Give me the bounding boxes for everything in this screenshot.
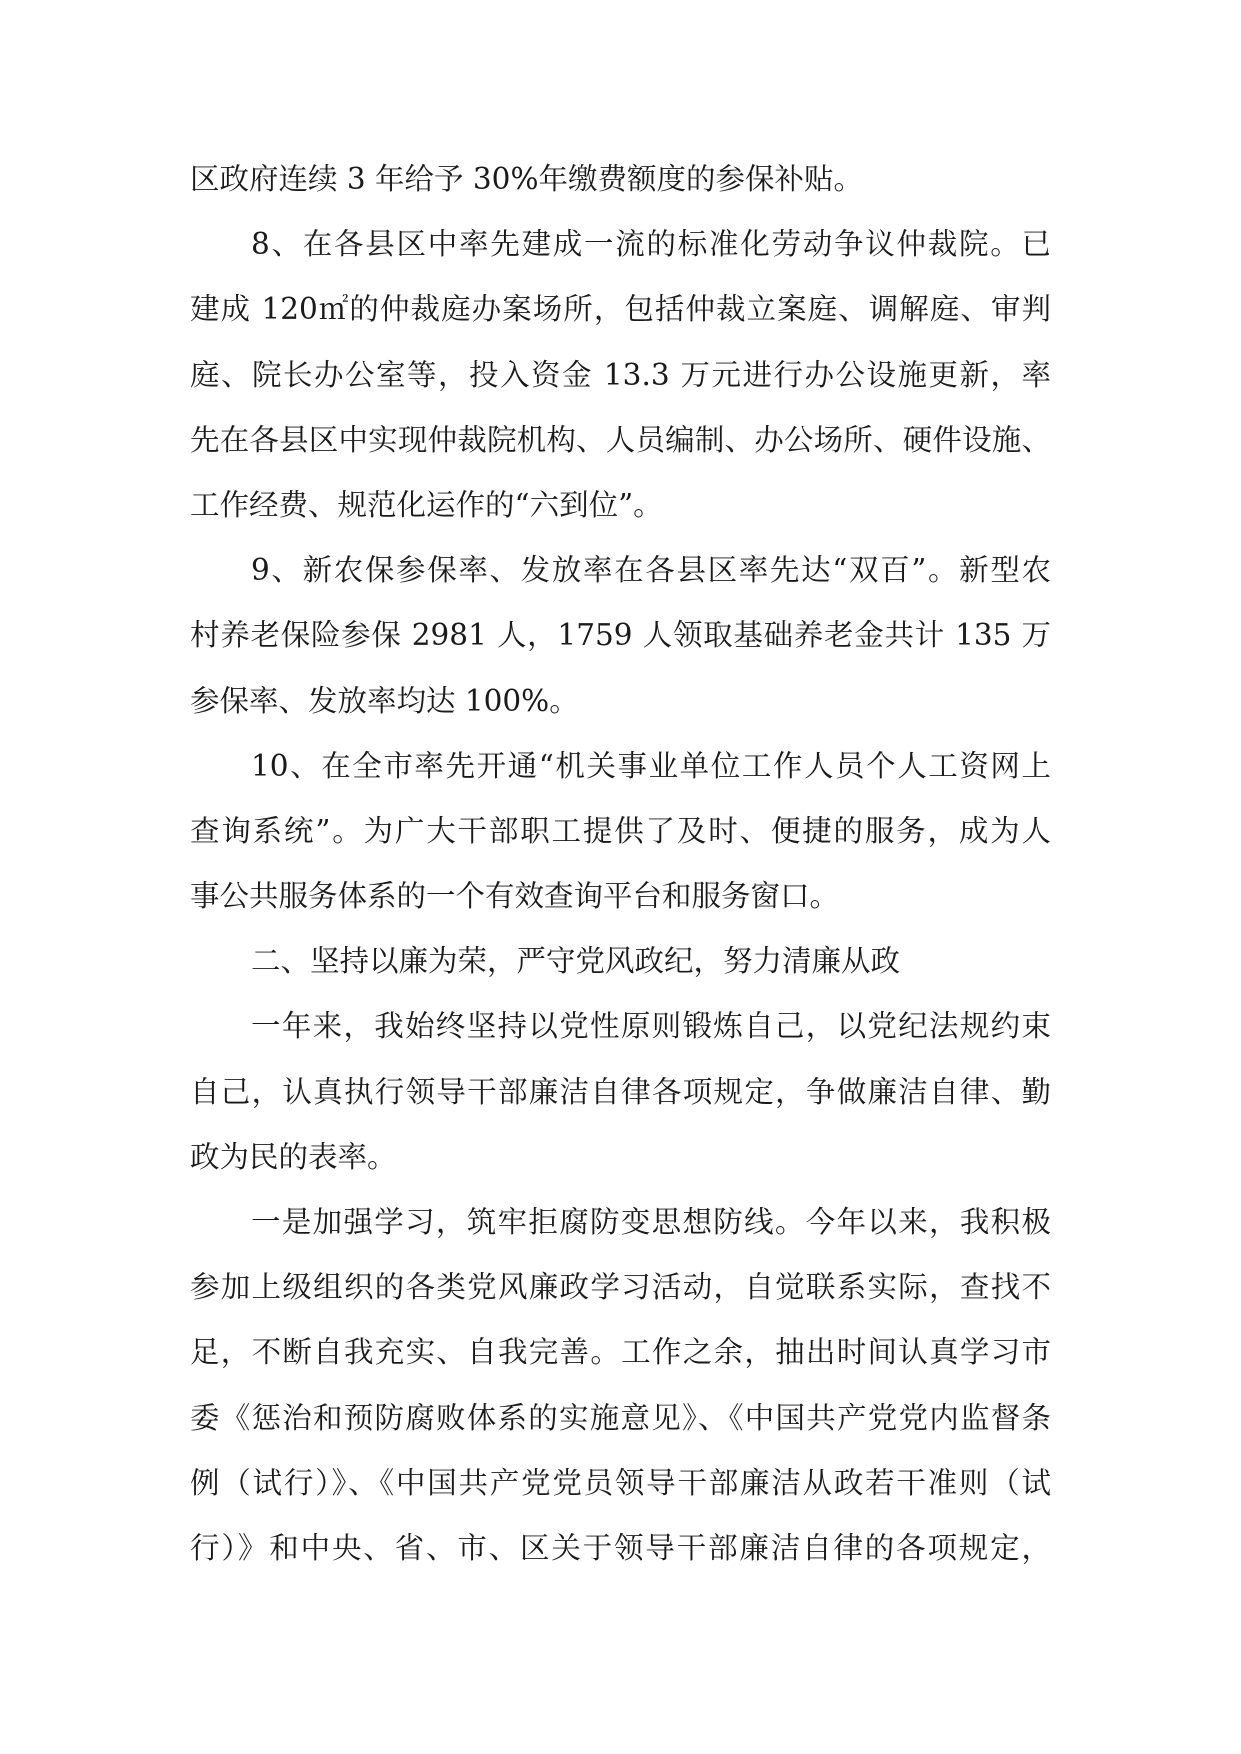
- text-line: 10、在全市率先开通“机关事业单位工作人员个人工资网上: [251, 748, 1051, 783]
- text-line: 9、新农保参保率、发放率在各县区率先达“双百”。新型农: [251, 553, 1051, 588]
- paragraph-integrity-intro: [190, 994, 1051, 1190]
- paragraph-item-8: [190, 212, 1051, 538]
- text-line: 8、在各县区中率先建成一流的标准化劳动争议仲裁院。已: [251, 227, 1051, 262]
- text-line: 参加上级组织的各类党风廉政学习活动，自觉联系实际，查找不: [190, 1270, 1051, 1305]
- document-body: [190, 147, 1051, 1581]
- text-line: 行）》和中央、省、市、区关于领导干部廉洁自律的各项规定，: [190, 1530, 1051, 1565]
- text-line: 一年来，我始终坚持以党性原则锻炼自己，以党纪法规约束: [251, 1009, 1051, 1044]
- paragraph-study: [190, 1190, 1051, 1581]
- text-line: 建成 120㎡的仲裁庭办案场所，包括仲裁立案庭、调解庭、审判: [190, 292, 1051, 327]
- text-line: 先在各县区中实现仲裁院机构、人员编制、办公场所、硬件设施、: [190, 422, 1051, 457]
- text-line: 工作经费、规范化运作的“六到位”。: [190, 487, 663, 522]
- text-line: 例（试行）》、《中国共产党党员领导干部廉洁从政若干准则（试: [190, 1465, 1051, 1500]
- text-line: 委《惩治和预防腐败体系的实施意见》、《中国共产党党内监督条: [190, 1400, 1051, 1435]
- text-line: 查询系统”。为广大干部职工提供了及时、便捷的服务，成为人: [190, 813, 1051, 848]
- section-heading-text: 二、坚持以廉为荣，严守党风政纪，努力清廉从政: [251, 944, 901, 979]
- text-line: 足，不断自我充实、自我完善。工作之余，抽出时间认真学习市: [190, 1335, 1051, 1370]
- text-line: 庭、院长办公室等，投入资金 13.3 万元进行办公设施更新，率: [190, 357, 1051, 392]
- paragraph-item-9: [190, 538, 1051, 734]
- text-line: 一是加强学习，筑牢拒腐防变思想防线。今年以来，我积极: [251, 1205, 1051, 1239]
- text-line: 自己，认真执行领导干部廉洁自律各项规定，争做廉洁自律、勤: [190, 1074, 1051, 1109]
- paragraph-item-10: [190, 734, 1051, 930]
- text-line: 事公共服务体系的一个有效查询平台和服务窗口。: [190, 879, 840, 914]
- text-line: 政为民的表率。: [190, 1139, 397, 1174]
- text-line: 区政府连续 3 年给予 30%年缴费额度的参保补贴。: [190, 162, 863, 196]
- section-heading: [190, 929, 1051, 994]
- text-line: 参保率、发放率均达 100%。: [190, 683, 579, 718]
- paragraph-subsidy-continuation: [190, 147, 1051, 212]
- text-line: 村养老保险参保 2981 人，1759 人领取基础养老金共计 135 万: [190, 618, 1051, 653]
